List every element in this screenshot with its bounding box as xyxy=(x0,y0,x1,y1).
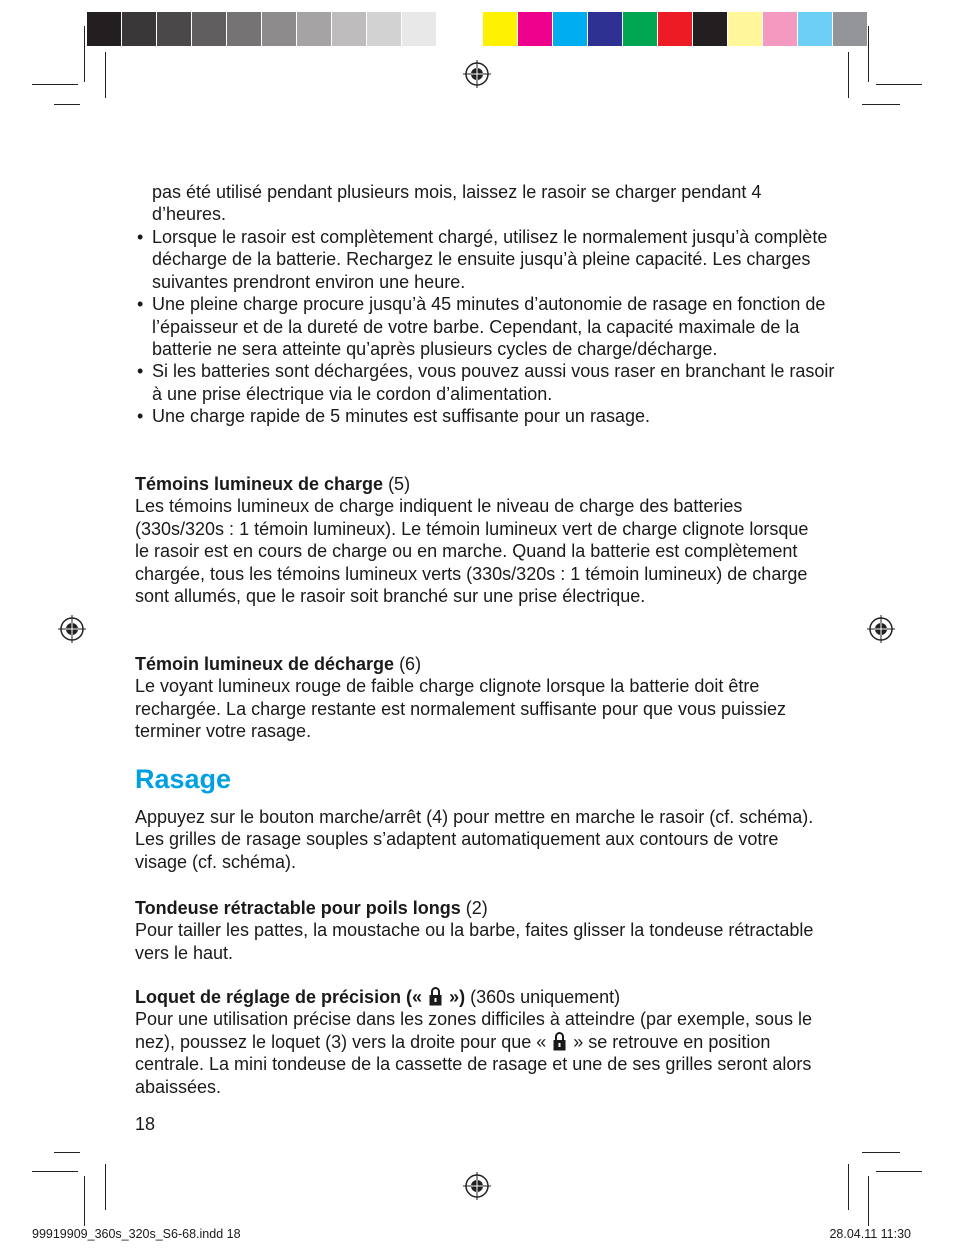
text-span: Pour une utilisation précise dans les zones difficiles à atteindre (par exemple, sous le nez), poussez le loquet (3) vers la droite pour que « xyxy=(135,1009,813,1052)
crop-mark xyxy=(54,1152,80,1153)
list-item xyxy=(135,360,835,405)
color-swatch xyxy=(227,12,261,46)
color-swatch xyxy=(157,12,191,46)
crop-mark xyxy=(868,1176,869,1226)
section-ref: (360s uniquement) xyxy=(465,987,621,1007)
registration-mark-icon xyxy=(867,615,895,643)
trimmer-heading xyxy=(135,897,825,919)
color-swatch xyxy=(693,12,727,46)
bullet-icon: • xyxy=(137,361,144,382)
bullet-icon: • xyxy=(137,406,144,427)
color-swatch xyxy=(553,12,587,46)
list-item-text: Lorsque le rasoir est complètement chargé, utilisez le normalement jusqu’à complète décharge de la batterie. Rechargez le ensuite jusqu’à pleine capacité. Les charges suivantes prendront environ une heure. xyxy=(152,227,828,292)
color-swatch xyxy=(833,12,867,46)
color-swatch xyxy=(262,12,296,46)
list-item xyxy=(135,226,835,293)
section-heading-end: ») xyxy=(444,987,466,1007)
charge-lights-heading xyxy=(135,473,825,495)
text-span: » se retrouve en position centrale. La mini tondeuse de la cassette de rasage et une de ses grilles seront alors abaissées. xyxy=(135,1031,812,1097)
section-ref: (5) xyxy=(383,474,411,494)
footer-filename: 99919909_360s_320s_S6-68.indd 18 xyxy=(32,1227,241,1241)
color-swatch xyxy=(192,12,226,46)
crop-mark xyxy=(105,1164,106,1210)
crop-mark xyxy=(862,104,900,105)
crop-mark xyxy=(876,84,922,85)
color-swatch xyxy=(332,12,366,46)
color-swatch xyxy=(623,12,657,46)
section-ref: (2) xyxy=(460,898,488,918)
precision-lock-section xyxy=(135,986,825,1098)
color-swatch xyxy=(763,12,797,46)
crop-mark xyxy=(84,26,85,82)
color-swatch xyxy=(518,12,552,46)
section-heading: Témoin lumineux de décharge xyxy=(135,654,395,674)
discharge-light-section xyxy=(135,653,825,743)
crop-mark xyxy=(32,1171,78,1172)
discharge-light-heading xyxy=(135,653,825,675)
shaving-text: Appuyez sur le bouton marche/arrêt (4) pour mettre en marche le rasoir (cf. schéma). Les grilles de rasage souples s’adaptent automatiquement aux contours de votre visage (cf. schéma). xyxy=(135,807,814,872)
list-item xyxy=(135,405,835,427)
trimmer-text: Pour tailler les pattes, la moustache ou la barbe, faites glisser la tondeuse rétractable vers le haut. xyxy=(135,920,814,963)
color-swatch xyxy=(728,12,762,46)
trimmer-section xyxy=(135,897,825,964)
crop-mark xyxy=(54,104,80,105)
precision-lock-heading xyxy=(135,986,825,1008)
registration-mark-icon xyxy=(463,60,491,88)
color-swatch xyxy=(87,12,121,46)
lock-icon xyxy=(429,986,442,1006)
page-title: Rasage xyxy=(135,764,232,794)
crop-mark xyxy=(876,1171,922,1172)
charge-lights-text: Les témoins lumineux de charge indiquent le niveau de charge des batteries (330s/320s : 1 témoin lumineux). Le témoin lumineux vert de charge clignote lorsque le rasoir est en cours de charge ou en marche. Quand la batterie est complètement chargée, tous les témoins lumineux verts (330s/320s : 1 témoin lumineux) de charge sont allumés, que le rasoir soit branché sur une prise électrique. xyxy=(135,496,809,607)
crop-mark xyxy=(848,52,849,98)
list-item-text: Une pleine charge procure jusqu’à 45 minutes d’autonomie de rasage en fonction de l’épaisseur et de la dureté de votre barbe. Cependant, la capacité maximale de la batterie ne sera atteinte qu’après plusieurs cycles de charge/décharge. xyxy=(152,294,826,360)
color-swatch xyxy=(437,12,471,46)
lock-icon xyxy=(553,1031,566,1051)
section-heading: Loquet de réglage de précision (« xyxy=(135,987,428,1007)
color-swatch xyxy=(402,12,436,46)
color-swatch xyxy=(122,12,156,46)
section-heading: Tondeuse rétractable pour poils longs xyxy=(135,898,461,918)
charge-lights-section xyxy=(135,473,825,607)
page-number: 18 xyxy=(135,1114,156,1134)
crop-mark xyxy=(105,52,106,98)
list-item-text: Une charge rapide de 5 minutes est suffisante pour un rasage. xyxy=(152,406,650,427)
precision-lock-text xyxy=(135,1008,825,1098)
crop-mark xyxy=(32,84,78,85)
list-item-text: Si les batteries sont déchargées, vous pouvez aussi vous raser en branchant le rasoir à une prise électrique via le cordon d’alimentation. xyxy=(152,361,835,404)
registration-mark-icon xyxy=(463,1172,491,1200)
color-swatch xyxy=(483,12,517,46)
crop-mark xyxy=(868,26,869,82)
color-swatch xyxy=(297,12,331,46)
color-swatch xyxy=(367,12,401,46)
crop-mark xyxy=(848,1164,849,1210)
discharge-light-text: Le voyant lumineux rouge de faible charge clignote lorsque la batterie doit être rechargée. La charge restante est normalement suffisante pour que vous puissiez terminer votre rasage. xyxy=(135,676,787,742)
registration-mark-icon xyxy=(58,615,86,643)
section-ref: (6) xyxy=(394,654,422,674)
footer-date: 28.04.11 11:30 xyxy=(829,1227,911,1241)
color-swatch xyxy=(658,12,692,46)
color-swatch xyxy=(798,12,832,46)
bullet-icon: • xyxy=(137,294,144,315)
list-item xyxy=(135,293,835,360)
crop-mark xyxy=(862,1152,900,1153)
battery-tips-list xyxy=(135,226,835,428)
bullet-icon: • xyxy=(137,227,144,247)
crop-mark xyxy=(84,1176,85,1226)
section-heading: Témoins lumineux de charge xyxy=(135,474,384,494)
color-swatch xyxy=(588,12,622,46)
intro-continuation: pas été utilisé pendant plusieurs mois, laissez le rasoir se charger pendant 4 d’heures. xyxy=(152,182,762,225)
